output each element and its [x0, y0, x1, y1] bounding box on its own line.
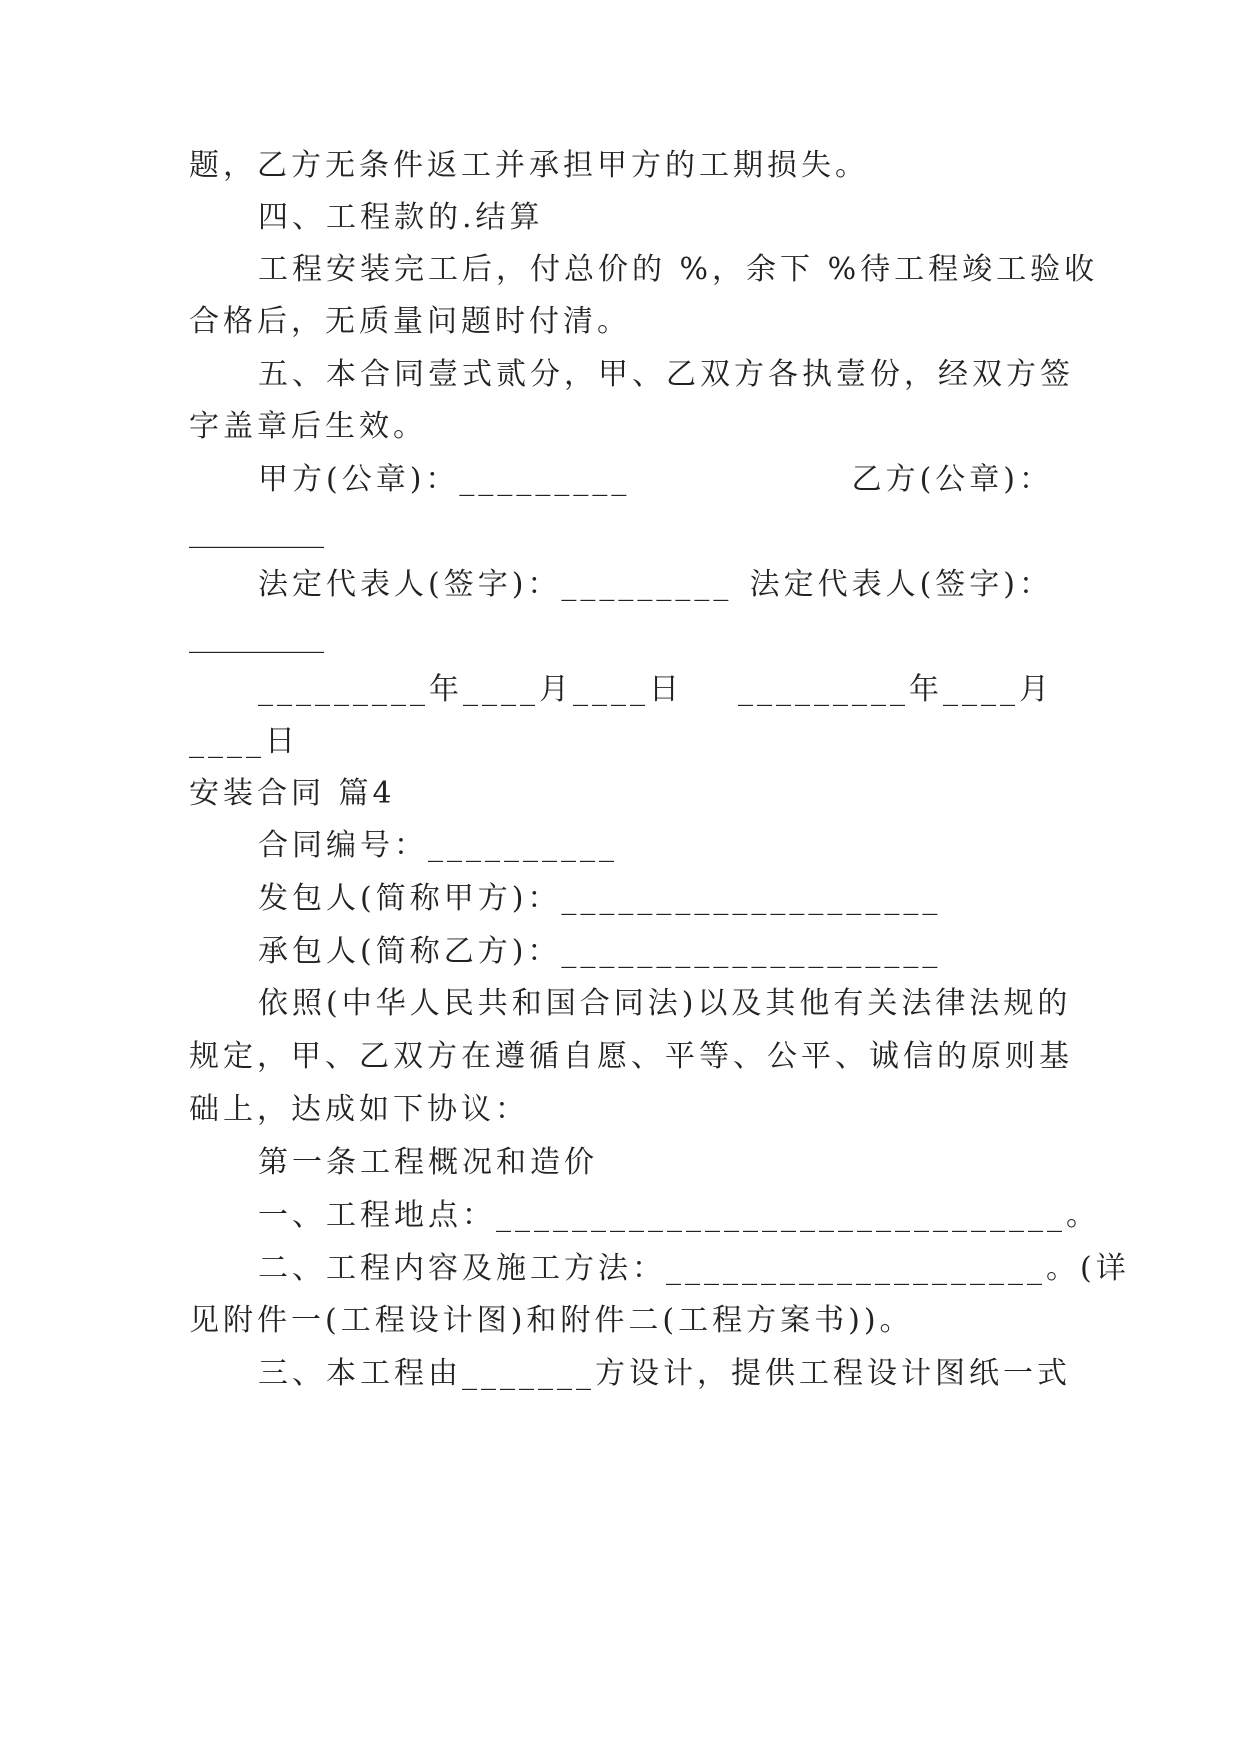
text-line-4: 合格后，无质量问题时付清。: [189, 304, 631, 339]
contract-title: 安装合同 篇4: [189, 776, 396, 811]
contract-number: 合同编号：__________: [258, 828, 618, 863]
party-a-representative: 法定代表人(签字)：_________: [258, 567, 733, 602]
section-heading-settlement: 四、工程款的.结算: [258, 200, 544, 235]
party-b-date-day: ____日: [189, 724, 299, 759]
project-location: 一、工程地点：______________________________。: [258, 1198, 1100, 1233]
text-line-20: 依照(中华人民共和国合同法)以及其他有关法律法规的: [258, 986, 1072, 1021]
text-line-22: 础上，达成如下协议：: [189, 1092, 529, 1127]
text-line-3: 工程安装完工后，付总价的 %，余下 %待工程竣工验收: [258, 252, 1099, 287]
text-line-21: 规定，甲、乙双方在遵循自愿、平等、公平、诚信的原则基: [189, 1039, 1073, 1074]
article-one-heading: 第一条工程概况和造价: [258, 1145, 598, 1180]
party-b-seal-blank: _________: [189, 514, 324, 549]
party-a-seal: 甲方(公章)：_________: [258, 462, 631, 497]
text-line-5: 五、本合同壹式贰分，甲、乙双方各执壹份，经双方签: [258, 357, 1074, 392]
employer-field: 发包人(简称甲方)：____________________: [258, 881, 942, 916]
text-line-6: 字盖章后生效。: [189, 409, 427, 444]
party-b-representative: 法定代表人(签字)：: [749, 567, 1053, 602]
party-b-date: _________年____月: [738, 672, 1053, 707]
party-b-seal: 乙方(公章)：: [851, 462, 1053, 497]
text-line-1: 题，乙方无条件返工并承担甲方的工期损失。: [189, 148, 869, 183]
party-a-date: _________年____月____日: [258, 672, 683, 707]
text-line-27: 三、本工程由_______方设计，提供工程设计图纸一式: [258, 1356, 1071, 1391]
text-line-26: 见附件一(工程设计图)和附件二(工程方案书))。: [189, 1303, 914, 1338]
contractor-field: 承包人(简称乙方)：____________________: [258, 934, 942, 969]
project-content: 二、工程内容及施工方法：____________________。(详: [258, 1251, 1130, 1286]
party-b-representative-blank: _________: [189, 619, 324, 654]
